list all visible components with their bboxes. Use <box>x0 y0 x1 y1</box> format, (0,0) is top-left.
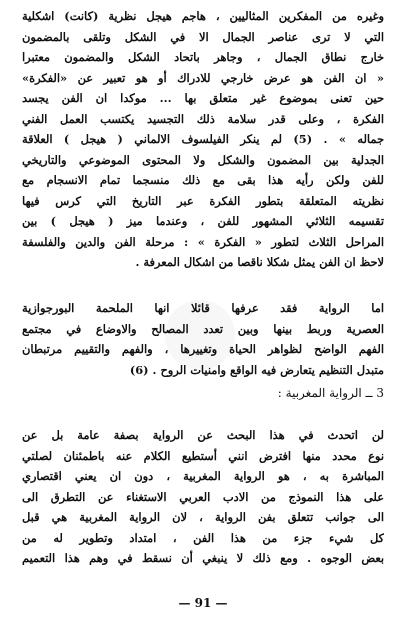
paragraph-novel-definition <box>22 298 384 380</box>
text-line: خارج نطاق الجمال ، وجاهر باتحاد الشكل والمضمون معتبرا <box>22 50 384 64</box>
text-line: كل شيء جزء من هذا الفن ، امتداد وتطوير له من <box>22 530 384 545</box>
text-line: المراحل الثلاث لتطور « الفكرة » : مرحلة الفن والدين والفلسفة <box>22 234 384 249</box>
text-line: « ان الفن هو عرض خارجي للادراك أو هو تعبير عن «الفكرة» <box>22 70 384 85</box>
text-line: الفهم الواضح لظواهر الحياة وتغييرها ، والفهم والتقييم مرتبطان <box>22 342 384 356</box>
text-line: على هذا النموذج من الادب العربي الاستغناء عن التطرق الى <box>22 489 384 504</box>
paragraph-moroccan-novel <box>22 425 384 569</box>
text-line: المباشرة به ، هو الرواية المغربية ، دون ان يعني اقتصاري <box>22 469 384 483</box>
page-number: — 91 — <box>178 596 228 610</box>
text-line: وغيره من المفكرين المثاليين ، هاجم هيجل نظرية (كانت) اشكلية <box>22 9 384 23</box>
text-line: لن اتحدث في هذا البحث عن الرواية بصفة عامة بل عن <box>22 428 384 442</box>
text-line: جماله » . (5) لم ينكر الفيلسوف الالماني ( هيجل ) العلاقة <box>22 132 384 146</box>
text-line: اما الرواية فقد عرفها قائلا انها الملحمة البورجوازية <box>22 301 384 315</box>
text-line: نوع محدد منها افترض انني أستطيع الكلام عنه باطمئنان لصلتي <box>22 448 384 463</box>
text-line: متبدل التنظيم يتعارض فيه الواقع وامنيات الروح . (6) <box>129 362 384 377</box>
section-heading: 3 ــ الرواية المغربية : <box>277 386 384 400</box>
text-line: للفن ولكن رأيه هذا بقى مع ذلك منسجما تمام الانسجام مع <box>22 173 384 187</box>
text-line: الجدلية بين المضمون والشكل ولا المحتوى الموضوعي والتاريخي <box>22 152 384 167</box>
paragraph-hegel-aesthetics <box>22 6 384 273</box>
text-line: الى جوانب تتعلق بفن الرواية ، لان الرواية المغربية هي قبل <box>22 510 384 524</box>
text-line: العصرية وربط بينها وبين تعدد المصالح والاوضاع في مجتمع <box>22 321 384 336</box>
text-line: بعض الوجوه . ومع ذلك لا ينبغي أن نسقط في وهم هذا التعميم <box>22 551 384 565</box>
text-line: لاحظ ان الفن يمثل شكلا ناقصا من اشكال المعرفة . <box>135 255 384 269</box>
text-line: التي لا ترى عناصر الجمال الا في الشكل وتلقى بالمضمون <box>22 29 384 44</box>
text-line: حين تعنى بموضوع غير متعلق بها ... موكدا ان الفن يجسد <box>22 91 384 105</box>
text-line: الفكرة ، وعلى قدر سلامة ذلك التجسيد يكتسب العمل الفني <box>22 111 384 126</box>
text-line: نظريته المتعلقة بتطور الفكرة عبر التاريخ التي كرس فيها <box>22 193 384 208</box>
text-line: تقسيمه الثلاثي المشهور للفن ، وعندما ميز ( هيجل ) بين <box>22 214 384 228</box>
